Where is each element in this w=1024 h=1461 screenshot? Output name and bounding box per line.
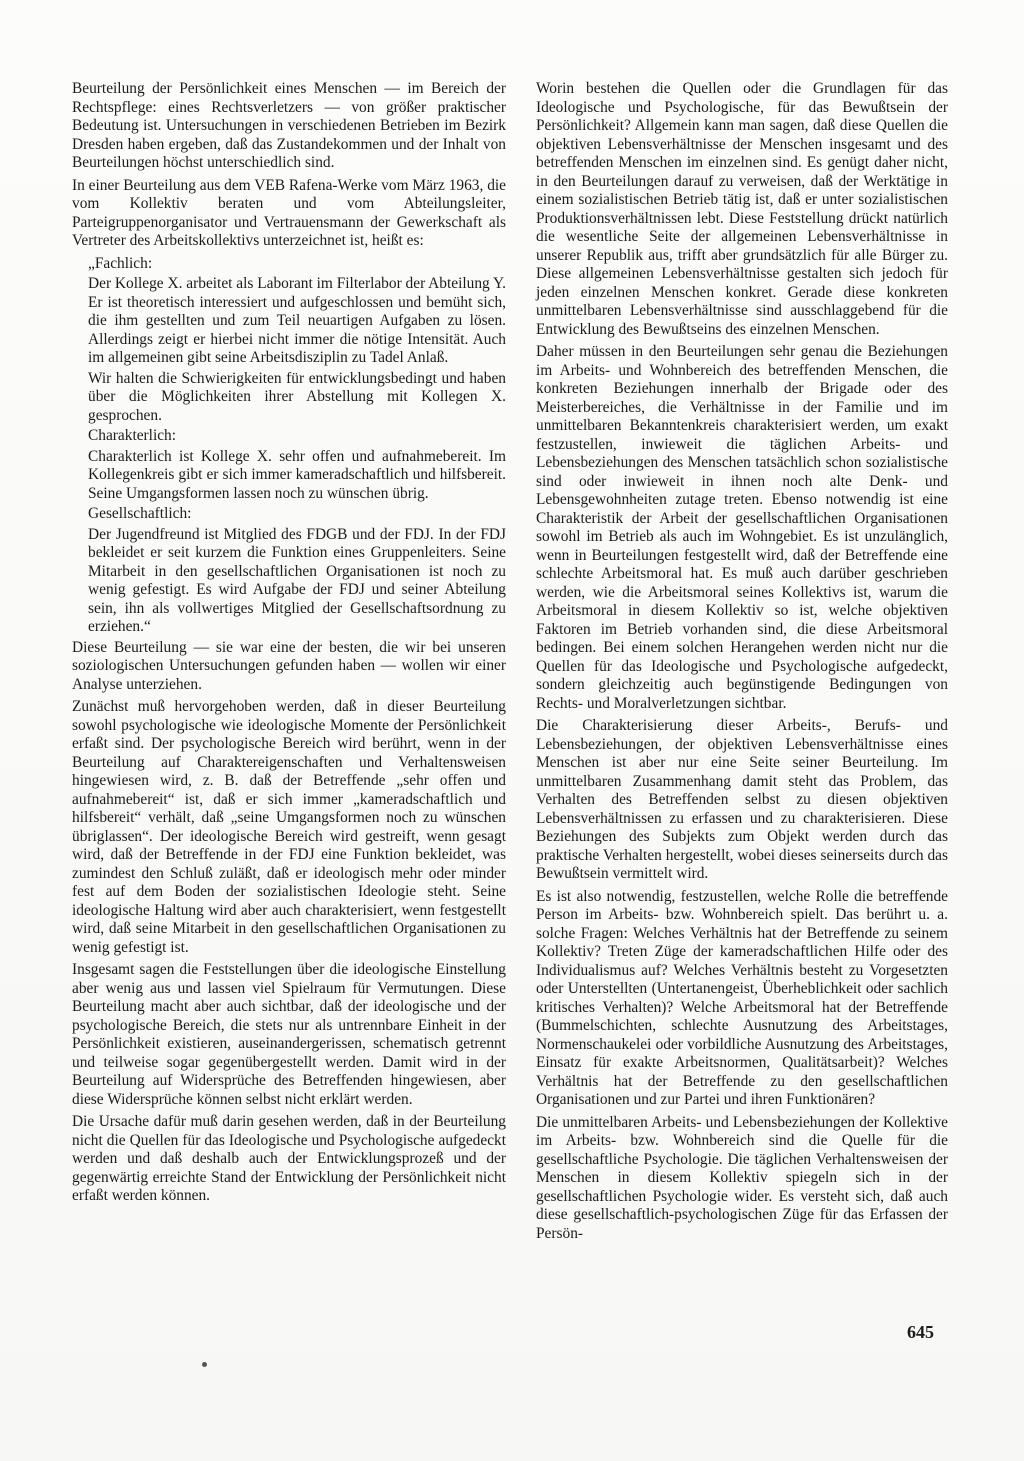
paragraph: Daher müssen in den Beurteilungen sehr genau die Beziehungen im Arbeits- und Wohnbereich des betreffenden Menschen, die konkreten Beziehungen innerhalb der Brigade oder des Meisterbereiches, die Verhältnisse in der Familie und im unmittelbaren Bekanntenkreis charakterisiert werden, um exakt festzustellen, inwieweit die täglichen Arbeits- und Lebensbeziehungen des Menschen tatsächlich schon sozialistische sind oder inwieweit in ihnen noch alte Denk- und Lebensgewohnheiten zutage treten. Ebenso notwendig ist eine Charakteristik der Arbeit der gesellschaftlichen Organisationen sowohl im Betrieb als auch im Wohngebiet. Es ist unzulänglich, wenn in Beurteilungen festgestellt wird, daß der Betreffende eine schlechte Arbeitsmoral hat. Es muß auch darüber geschrieben werden, wie die Arbeitsmoral seines Kollektivs ist, warum die Arbeitsmoral in diesem Kollektiv so ist, welche objektiven Faktoren im Betrieb vorhanden sind, die diese Arbeitsmoral bedingen. Bei einem solchen Herangehen werden nicht nur die Quellen für das Ideologische und Psychologische aufgedeckt, sondern gleichzeitig auch begünstigende Bedingungen von Rechts- und Moralverletzungen sichtbar.	[536, 343, 948, 712]
paragraph: In einer Beurteilung aus dem VEB Rafena-Werke vom März 1963, die vom Kollektiv beraten und vom Abteilungsleiter, Parteigruppenorganisator und Vertrauensmann der Gewerkschaft als Vertreter des Arbeitskollektivs unterzeichnet ist, heißt es:	[72, 176, 506, 249]
paragraph: „Fachlich:	[88, 254, 153, 272]
paragraph: Charakterlich:	[88, 427, 177, 444]
paragraph: Charakterlich ist Kollege X. sehr offen und aufnahmebereit. Im Kollegenkreis gibt er sich immer kameradschaftlich und hilfsbereit. Seine Umgangsformen lassen noch zu wünschen übrig.	[88, 447, 506, 502]
paragraph: Der Kollege X. arbeitet als Laborant im Filterlabor der Abteilung Y. Er ist theoretisch interessiert und aufgeschlossen und bemüht sich, die ihm gestellten und zum Teil neuartigen Aufgaben zu lösen. Allerdings zeigt er hierbei nicht immer die nötige Intensität. Auch im allgemeinen gibt seine Arbeitsdisziplin zu Tadel Anlaß.	[88, 275, 506, 366]
page-number: 645	[907, 1322, 934, 1342]
paragraph: Gesellschaftlich:	[88, 505, 192, 522]
paragraph: Die Charakterisierung dieser Arbeits-, Berufs- und Lebensbeziehungen, der objektiven Lebensverhältnisse eines Menschen ist aber nur eine Seite seiner Beurteilung. Im unmittelbaren Zusammenhang damit steht das Problem, das Verhalten des Betreffenden selbst zu diesen objektiven Lebensverhältnissen zu erfassen und zu charakterisieren. Diese Beziehungen des Subjekts zum Objekt werden durch das praktische Verhalten hergestellt, wobei dieses seinerseits durch das Bewußtsein vermittelt wird.	[536, 717, 948, 882]
left-text-column	[72, 80, 506, 1210]
right-text-column	[536, 80, 948, 1247]
paragraph: Insgesamt sagen die Feststellungen über die ideologische Einstellung aber wenig aus und lassen viel Spielraum für Vermutungen. Diese Beurteilung macht aber auch sichtbar, daß der ideologische und der psychologische Bereich, die stets nur als untrennbare Einheit in der Persönlichkeit existieren, auseinandergerissen, schematisch getrennt und teilweise sogar gegenübergestellt werden. Damit wird in der Beurteilung auf Widersprüche des Betreffenden hingewiesen, aber diese Widersprüche können selbst nicht erklärt werden.	[72, 961, 506, 1108]
paragraph: Der Jugendfreund ist Mitglied des FDGB und der FDJ. In der FDJ bekleidet er seit kurzem die Funktion eines Gruppenleiters. Seine Mitarbeit in den gesellschaftlichen Organisationen ist noch zu wenig gefestigt. Es wird Aufgabe der FDJ und seiner Abteilung sein, ihn als vollwertiges Mitglied der Gesellschaftsordnung zu erziehen.“	[88, 525, 506, 635]
paragraph: Beurteilung der Persönlichkeit eines Menschen — im Bereich der Rechtspflege: eines Rechtsverletzers — von größer praktischer Bedeutung ist. Untersuchungen in verschiedenen Betrieben im Bezirk Dresden haben ergeben, daß das Zustandekommen und der Inhalt von Beurteilungen höchst unterschiedlich sind.	[72, 80, 506, 171]
paragraph: Es ist also notwendig, festzustellen, welche Rolle die betreffende Person im Arbeits- bzw. Wohnbereich spielt. Das berührt u. a. solche Fragen: Welches Verhältnis hat der Betreffende zu seinem Kollektiv? Treten Züge der kameradschaftlichen Hilfe oder des Individualismus auf? Welches Verhältnis besteht zu Vorgesetzten oder Unterstellten (Untertanengeist, Überheblichkeit oder sachlich kritisches Verhalten)? Welche Arbeitsmoral hat der Betreffende (Bummelschichten, schlechte Ausnutzung des Arbeitstages, Normenschaukelei oder vorbildliche Ausnutzung des Arbeitstages, Einsatz für exakte Arbeitsnormen, Qualitätsarbeit)? Welches Verhältnis hat der Betreffende zu den gesellschaftlichen Organisationen und zur Partei und ihren Funktionären?	[536, 887, 948, 1108]
paragraph: Zunächst muß hervorgehoben werden, daß in dieser Beurteilung sowohl psychologische wie ideologische Momente der Persönlichkeit erfaßt sind. Der psychologische Bereich wird berührt, wenn in der Beurteilung auf Charaktereigenschaften und Verhaltensweisen hingewiesen wird, z. B. daß der Betreffende „sehr offen und aufnahmebereit“ ist, daß er sich immer „kameradschaftlich und hilfsbereit“ verhält, daß „seine Umgangsformen noch zu wünschen übriglassen“. Der ideologische Bereich wird gestreift, wenn gesagt wird, daß der Betreffende in der FDJ eine Funktion bekleidet, was zumindest den Schluß zuläßt, daß er ideologisch mehr oder minder fest auf dem Boden der sozialistischen Ideologie steht. Seine ideologische Haltung wird aber auch charakterisiert, wenn festgestellt wird, daß seine Mitarbeit in den gesellschaftlichen Organisationen zu wenig gefestigt ist.	[72, 698, 506, 956]
paragraph: Die Ursache dafür muß darin gesehen werden, daß in der Beurteilung nicht die Quellen für das Ideologische und Psychologische aufgedeckt werden und daß deshalb auch der Entwicklungsprozeß und der gegenwärtig erreichte Stand der Entwicklung der Persönlichkeit nicht erfaßt werden können.	[72, 1113, 506, 1204]
paragraph: Worin bestehen die Quellen oder die Grundlagen für das Ideologische und Psychologische, für das Bewußtsein der Persönlichkeit? Allgemein kann man sagen, daß diese Quellen die objektiven Lebensverhältnisse der Menschen insgesamt und des betreffenden Menschen im einzelnen sind. Es genügt daher nicht, in den Beurteilungen darauf zu verweisen, daß der Werktätige in einem sozialistischen Betrieb tätig ist, daß er unter sozialistischen Produktionsverhältnissen lebt. Diese Feststellung drückt natürlich die wesentliche Seite der allgemeinen Lebensverhältnisse in unserer Republik aus, trifft aber grundsätzlich für alle Bürger zu. Diese allgemeinen Lebensverhältnisse gestalten sich jedoch für jeden einzelnen Menschen konkret. Gerade diese konkreten unmittelbaren Lebensverhältnisse sind ausschlaggebend für die Entwicklung des Bewußtseins des einzelnen Menschen.	[536, 80, 948, 338]
print-speck	[202, 1362, 207, 1367]
paragraph: Die unmittelbaren Arbeits- und Lebensbeziehungen der Kollektive im Arbeits- bzw. Wohnbereich sind die Quelle für die gesellschaftliche Psychologie. Die täglichen Verhaltensweisen der Menschen in diesem Kollektiv spiegeln sich in der gesellschaftlichen Psychologie wider. Es versteht sich, daß auch diese gesellschaftlich-psychologischen Züge für das Erfassen der Persön-	[536, 1113, 948, 1242]
paragraph: Diese Beurteilung — sie war eine der besten, die wir bei unseren soziologischen Untersuchungen gefunden haben — wollen wir einer Analyse unterziehen.	[72, 638, 506, 693]
paragraph: Wir halten die Schwierigkeiten für entwicklungsbedingt und haben über die Möglichkeiten ihrer Abstellung mit Kollegen X. gesprochen.	[88, 369, 506, 424]
